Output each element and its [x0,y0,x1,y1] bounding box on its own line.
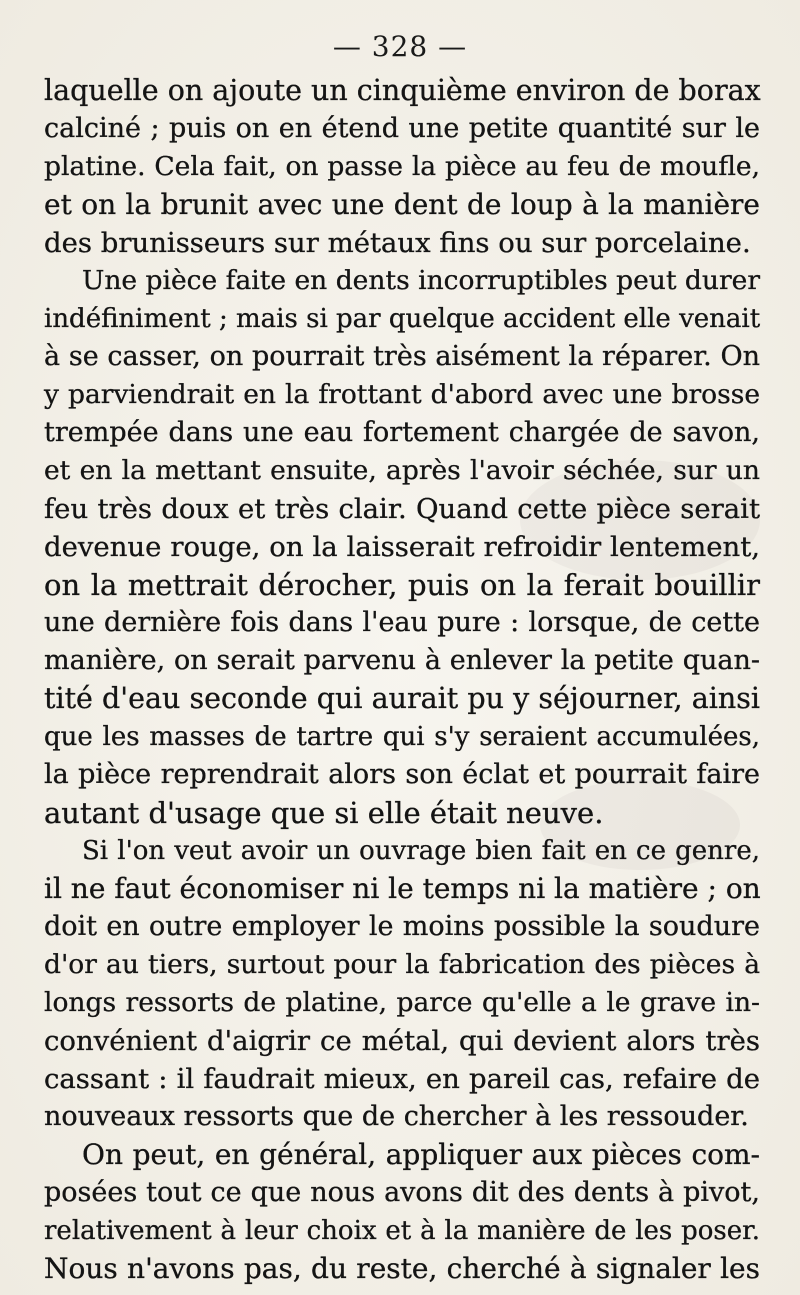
text-line: nouveaux ressorts que de chercher à les ressouder. [44,1101,749,1132]
text-line: et on la brunit avec une dent de loup à la manière [44,188,760,221]
text-line: la pièce reprendrait alors son éclat et pourrait faire [44,759,760,790]
text-line: calciné ; puis on en étend une petite quantité sur le [44,113,760,144]
text-line: et en la mettant ensuite, après l'avoir séchée, sur un [44,455,760,486]
text-line: On peut, en général, appliquer aux pièces com- [82,1138,760,1171]
text-line: des brunisseurs sur métaux fins ou sur porcelaine. [44,227,751,259]
paragraph [44,1136,760,1288]
text-line: platine. Cela fait, on passe la pièce au feu de moufle, [44,151,760,182]
text-line: manière, on serait parvenu à enlever la petite quan- [44,645,760,676]
text-line: que les masses de tartre qui s'y seraient accumulées, [44,722,760,752]
text-line: convénient d'aigrir ce métal, qui devient alors très [44,1025,760,1057]
text-line: devenue rouge, on la laisserait refroidir lentement, [44,531,760,563]
text-line: cassant : il faudrait mieux, en pareil cas, refaire de [44,1063,760,1095]
text-line: il ne faut économiser ni le temps ni la matière ; on [44,872,761,905]
text-line: doit en outre employer le moins possible la soudure [44,911,760,942]
text-line: feu très doux et très clair. Quand cette pièce serait [44,493,760,525]
paragraph [44,262,760,832]
text-line: autant d'usage que si elle était neuve. [44,796,604,830]
text-line: trempée dans une eau fortement chargée de savon, [44,417,760,448]
text-line: posées tout ce que nous avons dit des dents à pivot, [44,1177,760,1208]
text-line: une dernière fois dans l'eau pure : lorsque, de cette [44,607,760,638]
text-line: longs ressorts de platine, parce qu'elle a le grave in- [44,987,760,1018]
text-line: Si l'on veut avoir un ouvrage bien fait en ce genre, [82,836,760,866]
text-line: relativement à leur choix et à la manière de les poser. [44,1216,760,1246]
text-line: tité d'eau seconde qui aurait pu y séjourner, ainsi [44,682,760,715]
text-line: indéfiniment ; mais si par quelque accident elle venait [44,304,761,334]
paragraph [44,832,760,1136]
page-number: — 328 — [332,30,468,63]
text-line: on la mettrait dérocher, puis on la ferait bouillir [44,568,760,602]
text-line: Nous n'avons pas, du reste, cherché à signaler les [44,1252,760,1285]
text-line: d'or au tiers, surtout pour la fabrication des pièces à [44,949,760,980]
text-line: à se casser, on pourrait très aisément la réparer. On [44,341,760,372]
text-line: laquelle on ajoute un cinquième environ de borax [44,74,761,107]
paragraph [44,72,760,262]
body-text [44,72,760,1288]
text-line: y parviendrait en la frottant d'abord avec une brosse [44,379,760,410]
text-line: Une pièce faite en dents incorruptibles peut durer [82,265,760,296]
